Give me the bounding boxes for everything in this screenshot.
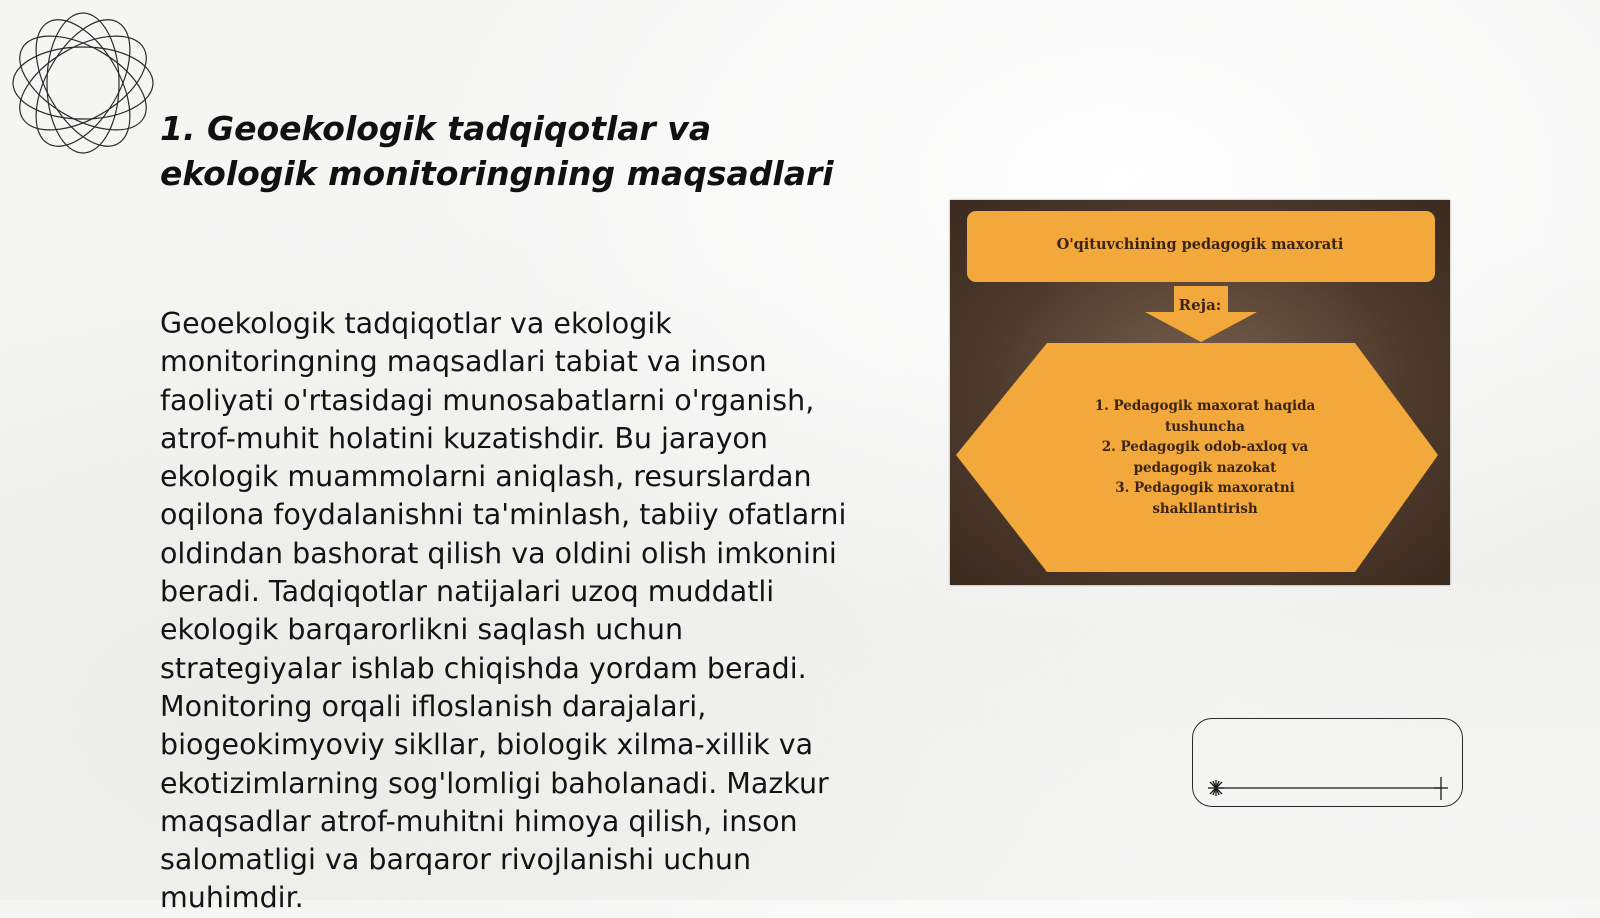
plan-item: pedagogik nazokat (1133, 459, 1277, 476)
plan-item: 3. Pedagogik maxoratni (1115, 480, 1295, 497)
plan-items-list (1050, 396, 1360, 520)
decorative-rounded-box (1192, 718, 1463, 807)
slide-title (160, 106, 880, 196)
circle-knot-icon (10, 10, 156, 156)
slide-title-line-1: 1. Geoekologik tadqiqotlar va (160, 109, 712, 148)
plan-item: 1. Pedagogik maxorat haqida (1094, 398, 1316, 414)
lesson-plan-picture (950, 200, 1450, 585)
plan-item: tushuncha (1165, 418, 1245, 435)
plan-reja-label: Reja: (1178, 296, 1222, 314)
slide-title-line-2: ekologik monitoringning maqsadlari (160, 154, 834, 193)
starburst-line-icon (1193, 719, 1464, 808)
plan-arrow (1145, 286, 1257, 342)
plan-header-text: O'qituvchining pedagogik maxorati (1056, 236, 1344, 253)
plan-item: 2. Pedagogik odob-axloq va (1101, 439, 1309, 456)
lesson-plan-graphic (950, 200, 1450, 585)
slide-body-text: Geoekologik tadqiqotlar va ekologik monitoringning maqsadlari tabiat va inson faoliyati o'rtasidagi munosabatlarni o'rganish, atrof-muhit holatini kuzatishdir. Bu jarayon ekologik muammolarni aniqlash, resurslardan oqilona foydalanishni ta'minlash, tabiiy ofatlarni oldindan bashorat qilish va oldini olish imkonini beradi. Tadqiqotlar natijalari uzoq muddatli ekologik barqarorlikni saqlash uchun strategiyalar ishlab chiqishda yordam beradi. Monitoring orqali ifloslanish darajalari, biogeokimyoviy sikllar, biologik xilma-xillik va ekotizimlarning sog'lomligi baholanadi. Mazkur maqsadlar atrof-muhitni himoya qilish, inson salomatligi va barqaror rivojlanishi uchun muhimdir. (160, 307, 847, 915)
plan-item: shakllantirish (1152, 500, 1258, 517)
